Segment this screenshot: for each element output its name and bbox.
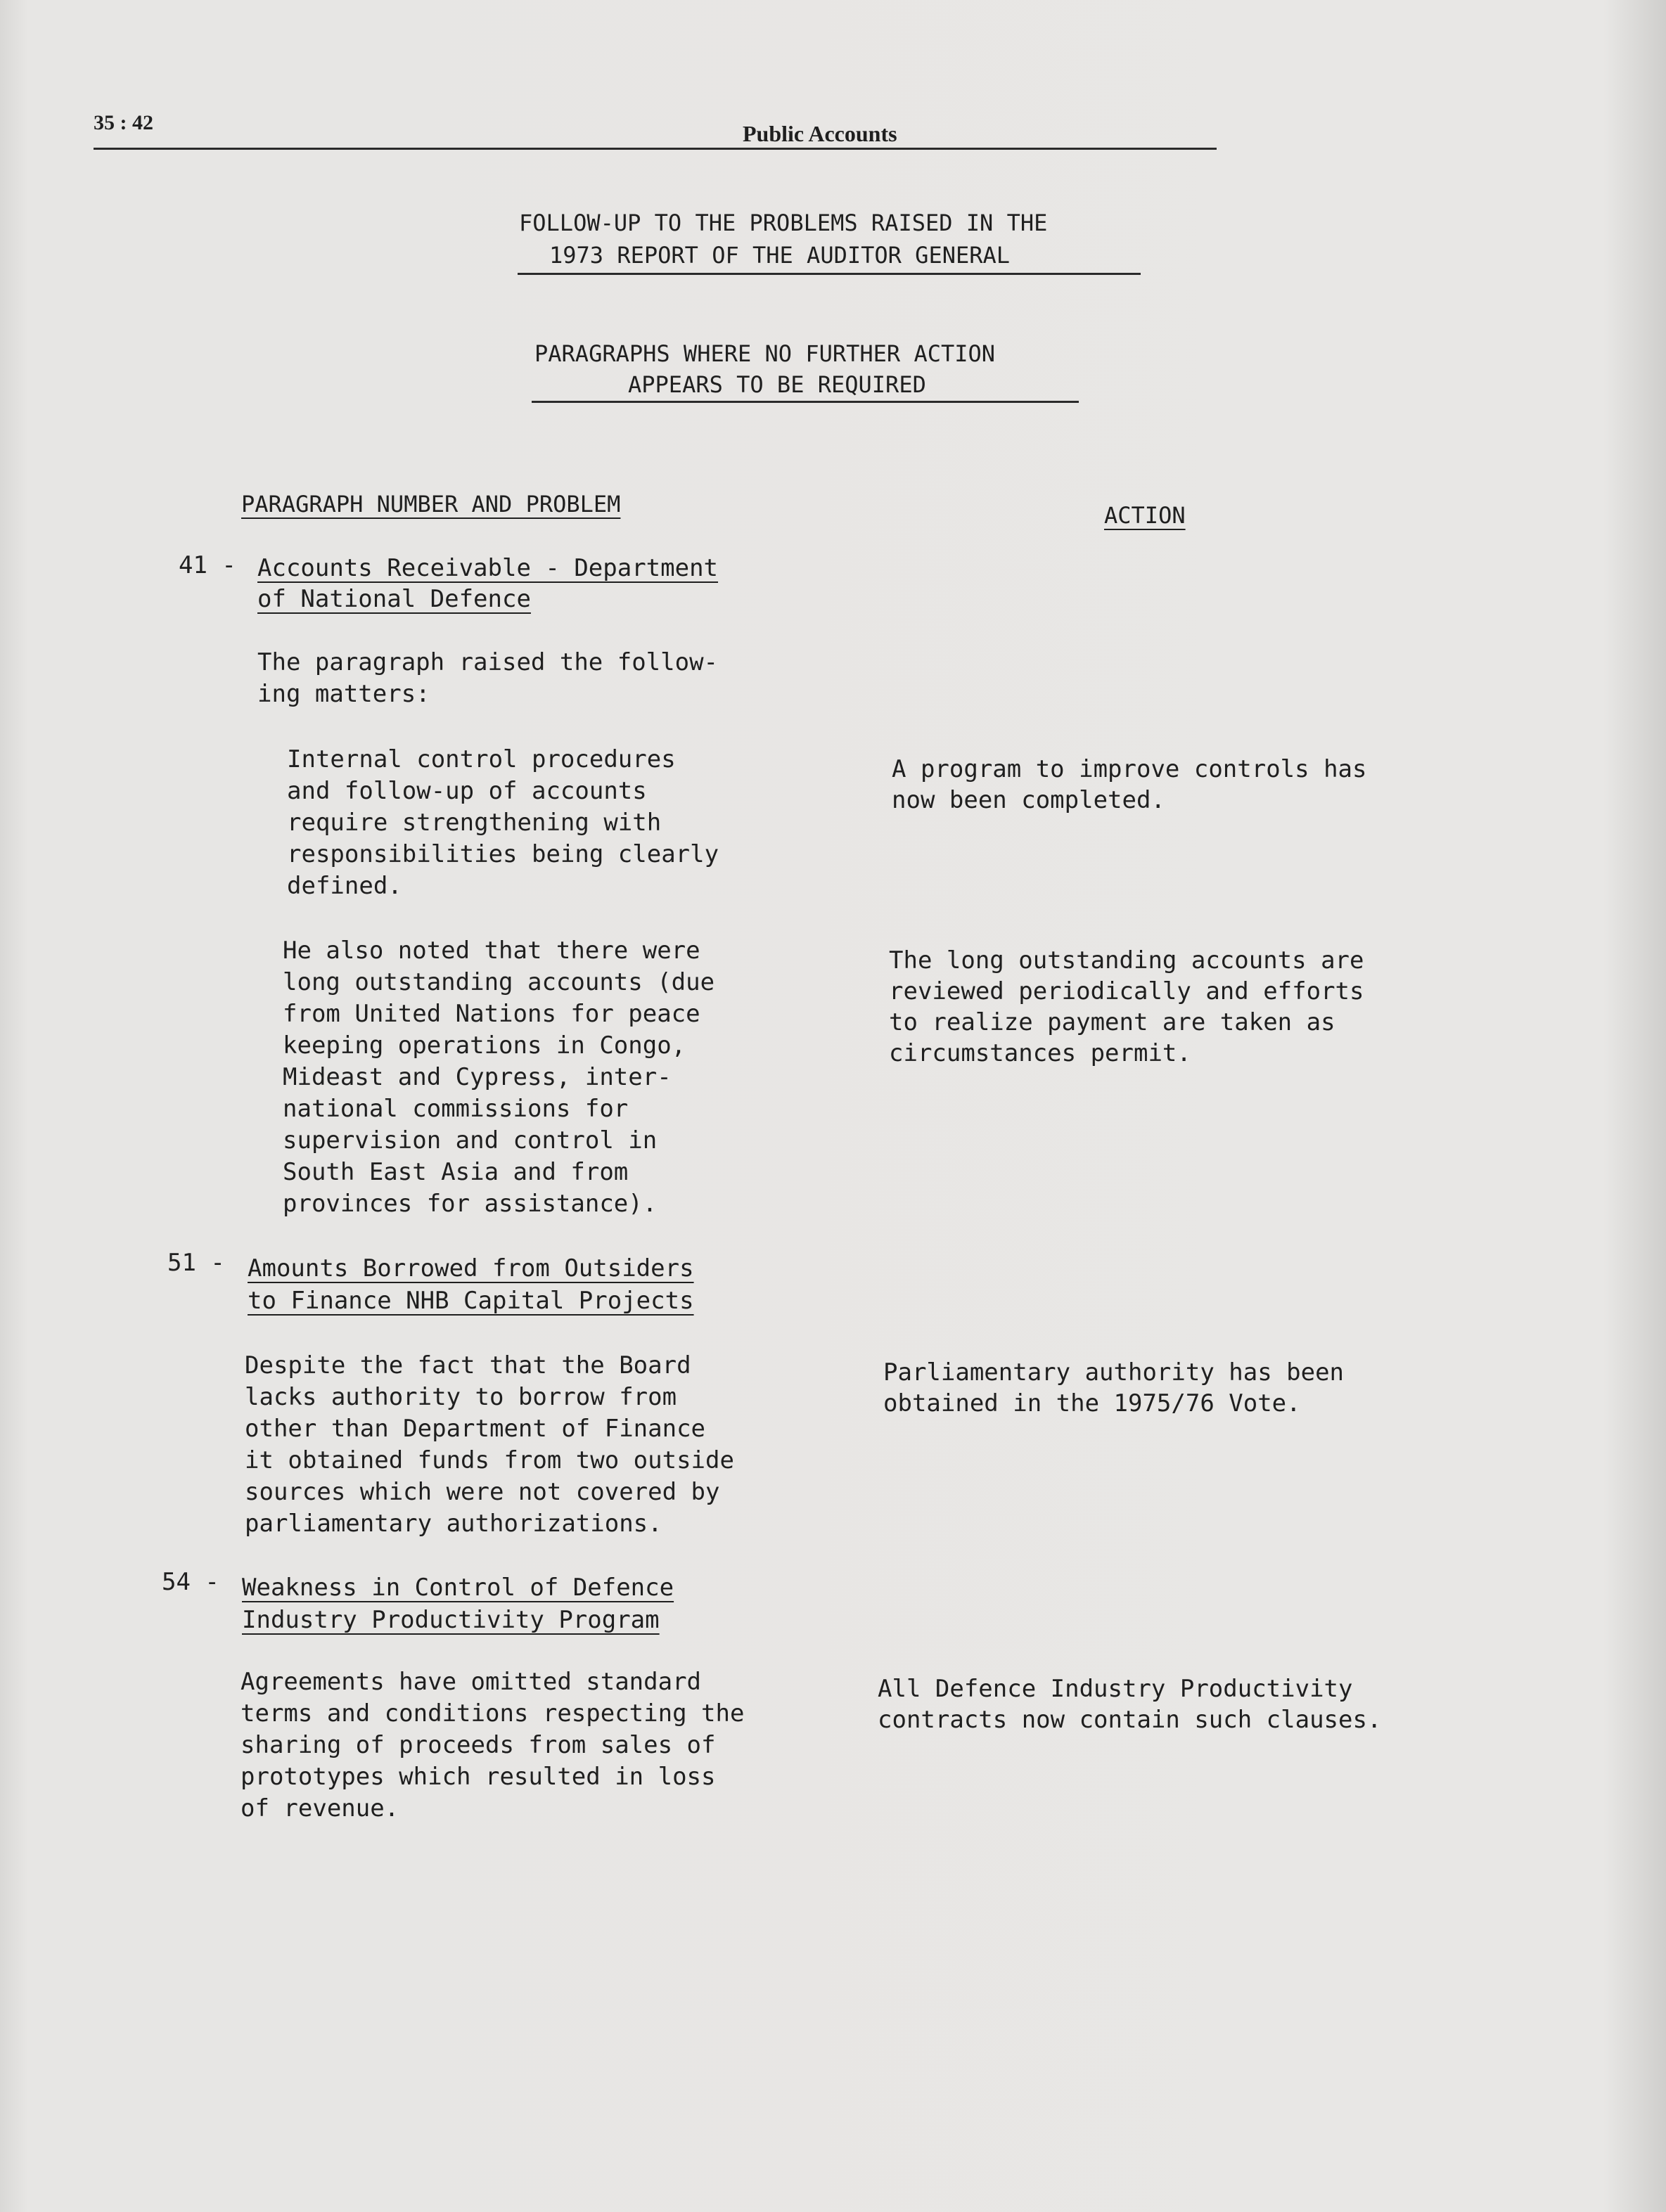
item-51-number: 51 - (167, 1249, 225, 1277)
item-51-problem: Despite the fact that the Board lacks authority to borrow from other than Department of Finance it obtained funds from two outside sources which were not covered by parliamentary authorizations. (245, 1351, 734, 1538)
item-41-title-line-2: of National Defence (257, 585, 531, 613)
item-54-problem: Agreements have omitted standard terms and conditions respecting the sharing of proceeds from sales of prototypes which resulted in loss of revenue. (241, 1668, 745, 1822)
item-54-number: 54 - (162, 1568, 219, 1596)
column-heading-action: ACTION (1104, 502, 1186, 529)
item-54-action: All Defence Industry Productivity contracts now contain such clauses. (878, 1675, 1382, 1734)
title-line-2: 1973 REPORT OF THE AUDITOR GENERAL (549, 242, 1011, 269)
item-41-action-1: A program to improve controls has now been completed. (892, 755, 1367, 814)
item-41-number: 41 - (179, 551, 236, 579)
header-rule (94, 148, 1217, 150)
item-41-problem-2: He also noted that there were long outstanding accounts (due from United Nations for peace keeping operations in Congo, Mideast and Cypress, inter- national commissions for supervision and control in South East Asia and from provinces for assistance). (283, 937, 715, 1218)
title-underline (518, 273, 1141, 275)
title-line-1: FOLLOW-UP TO THE PROBLEMS RAISED IN THE (519, 210, 1048, 236)
item-51-title-line-2: to Finance NHB Capital Projects (248, 1287, 694, 1315)
item-41-problem-1: Internal control procedures and follow-up of accounts require strengthening with responsibilities being clearly defined. (287, 745, 719, 900)
item-54-title-line-2: Industry Productivity Program (242, 1606, 660, 1634)
running-title: Public Accounts (743, 121, 897, 146)
column-heading-problem: PARAGRAPH NUMBER AND PROBLEM (241, 491, 621, 517)
page-number: 35 : 42 (94, 111, 153, 134)
item-41-intro: The paragraph raised the follow- ing matters: (257, 648, 719, 708)
item-51-action: Parliamentary authority has been obtained in the 1975/76 Vote. (883, 1358, 1345, 1417)
item-41-action-2: The long outstanding accounts are reviewed periodically and efforts to realize payment are taken as circumstances permit. (889, 946, 1364, 1067)
item-51-title-line-1: Amounts Borrowed from Outsiders (248, 1254, 694, 1282)
subtitle-line-2: APPEARS TO BE REQUIRED (628, 371, 926, 398)
item-41-title-line-1: Accounts Receivable - Department (257, 554, 719, 582)
subtitle-line-1: PARAGRAPHS WHERE NO FURTHER ACTION (534, 340, 996, 367)
item-54-title-line-1: Weakness in Control of Defence (242, 1574, 674, 1602)
subtitle-underline (532, 401, 1079, 403)
